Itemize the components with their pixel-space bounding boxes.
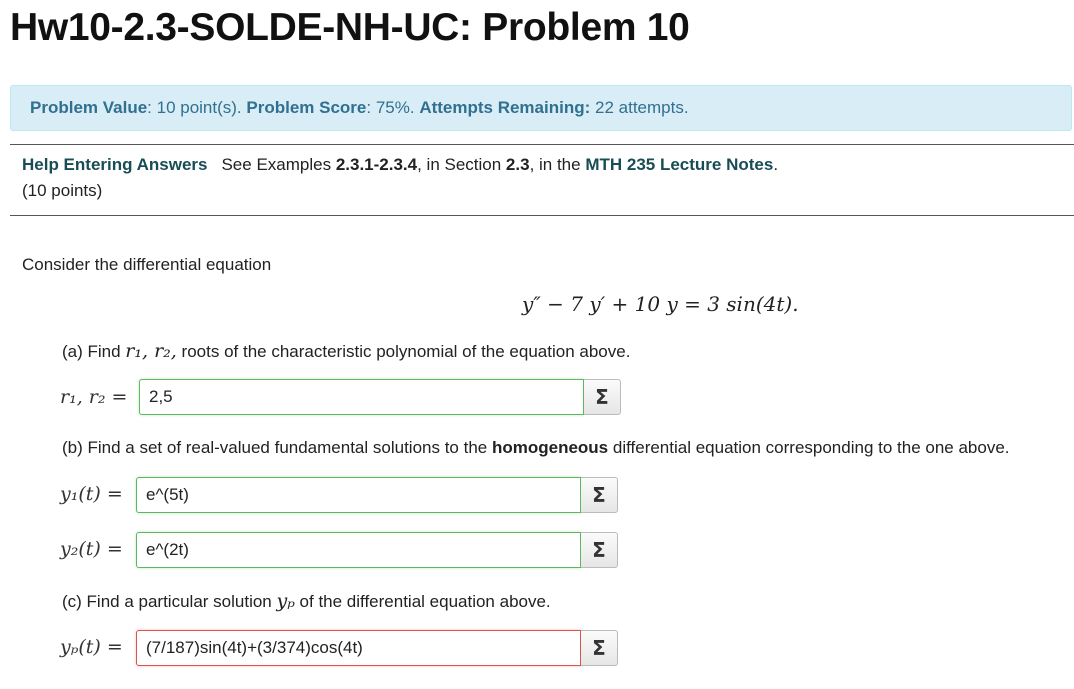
help-section: 2.3 — [505, 155, 530, 174]
help-text-4: . — [773, 155, 779, 174]
attempts-remaining-text: 22 attempts. — [590, 98, 689, 117]
y2-answer-input[interactable]: e^(2t) — [136, 532, 581, 568]
sigma-icon[interactable]: Σ — [584, 379, 621, 415]
sigma-icon[interactable]: Σ — [581, 630, 618, 666]
problem-score-text: : 75%. — [366, 98, 420, 117]
problem-value-text: : 10 point(s). — [147, 98, 247, 117]
lecture-notes-link[interactable]: MTH 235 Lecture Notes — [585, 155, 774, 174]
roots-answer-input[interactable]: 2,5 — [139, 379, 584, 415]
part-b-suffix: differential equation corresponding to the one above. — [608, 438, 1010, 457]
help-text-2: , in Section — [417, 155, 506, 174]
part-c-var: yₚ — [276, 590, 295, 612]
problem-value-label: Problem Value — [30, 98, 148, 117]
help-text-3: , in the — [529, 155, 586, 174]
part-c-suffix: of the differential equation above. — [294, 592, 551, 611]
part-a-label: r₁, r₂ = — [60, 386, 128, 408]
problem-score-label: Problem Score — [246, 98, 367, 117]
problem-points: (10 points) — [22, 181, 103, 200]
problem-intro: Consider the differential equation — [22, 255, 272, 274]
attempts-remaining-label: Attempts Remaining: — [419, 98, 591, 117]
part-c-prefix: (c) Find a particular solution — [62, 592, 277, 611]
help-entering-answers-link[interactable]: Help Entering Answers — [22, 155, 208, 174]
divider-bottom — [10, 215, 1074, 216]
part-c-question — [62, 590, 551, 612]
divider-top — [10, 144, 1074, 145]
part-a-vars: r₁, r₂, — [125, 340, 177, 362]
part-a-prefix: (a) Find — [62, 342, 126, 361]
y2-label: y₂(t) = — [60, 538, 123, 560]
y1-label: y₁(t) = — [60, 483, 123, 505]
part-b-question — [62, 438, 1010, 458]
problem-status-bar — [10, 85, 1072, 131]
differential-equation: y″ − 7 y′ + 10 y = 3 sin(4t). — [522, 292, 799, 316]
help-text-1: See Examples — [221, 155, 336, 174]
sigma-icon[interactable]: Σ — [581, 477, 618, 513]
page-title: Hw10-2.3-SOLDE-NH-UC: Problem 10 — [10, 6, 690, 49]
yp-label: yₚ(t) = — [60, 636, 123, 658]
help-examples: 2.3.1-2.3.4 — [335, 155, 418, 174]
part-b-prefix: (b) Find a set of real-valued fundamental solutions to the — [62, 438, 492, 457]
part-a-suffix: roots of the characteristic polynomial of the equation above. — [176, 342, 631, 361]
part-a-question — [62, 340, 630, 362]
part-b-bold: homogeneous — [491, 438, 609, 457]
help-line — [22, 155, 778, 175]
sigma-icon[interactable]: Σ — [581, 532, 618, 568]
y1-answer-input[interactable]: e^(5t) — [136, 477, 581, 513]
yp-answer-input[interactable]: (7/187)sin(4t)+(3/374)cos(4t) — [136, 630, 581, 666]
